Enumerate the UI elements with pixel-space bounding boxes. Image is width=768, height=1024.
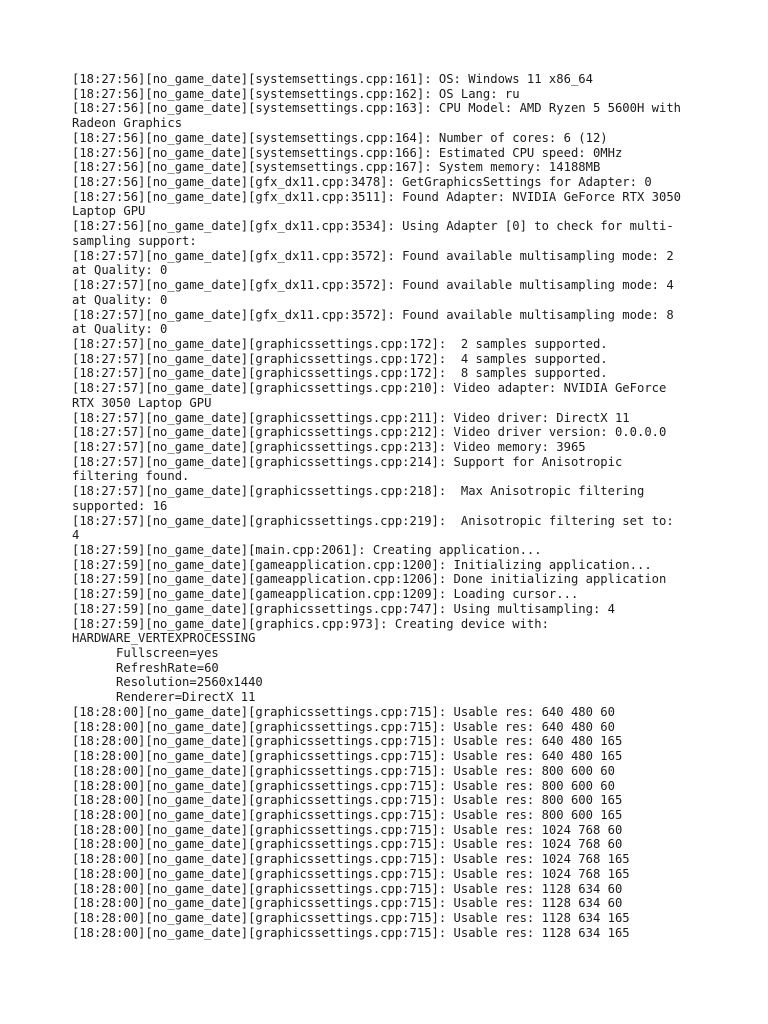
log-line: [18:28:00][no_game_date][graphicssettings.cpp:715]: Usable res: 1024 768 60 (72, 837, 623, 852)
log-line: Fullscreen=yes (72, 646, 219, 661)
log-line: [18:28:00][no_game_date][graphicssettings.cpp:715]: Usable res: 640 480 165 (72, 749, 623, 764)
log-line: [18:27:59][no_game_date][gameapplication.cpp:1206]: Done initializing application (72, 572, 667, 587)
log-line: [18:27:59][no_game_date][graphicssettings.cpp:747]: Using multisampling: 4 (72, 601, 615, 616)
log-document (72, 72, 702, 940)
log-line: [18:28:00][no_game_date][graphicssettings.cpp:715]: Usable res: 1024 768 165 (72, 852, 630, 867)
log-line: [18:27:57][no_game_date][gfx_dx11.cpp:3572]: Found available multisampling mode: 2 (72, 248, 674, 263)
log-line: [18:27:59][no_game_date][graphics.cpp:973]: Creating device with: (72, 616, 549, 631)
log-line: [18:27:59][no_game_date][gameapplication.cpp:1209]: Loading cursor... (72, 587, 579, 602)
log-line: RefreshRate=60 (72, 660, 219, 675)
log-line: [18:28:00][no_game_date][graphicssettings.cpp:715]: Usable res: 1024 768 60 (72, 822, 623, 837)
log-line: Radeon Graphics (72, 116, 183, 131)
log-line: [18:27:56][no_game_date][gfx_dx11.cpp:3511]: Found Adapter: NVIDIA GeForce RTX 3050 (72, 189, 682, 204)
log-line: [18:28:00][no_game_date][graphicssettings.cpp:715]: Usable res: 1128 634 60 (72, 896, 623, 911)
log-line: [18:28:00][no_game_date][graphicssettings.cpp:715]: Usable res: 640 480 60 (72, 704, 615, 719)
log-line: [18:28:00][no_game_date][graphicssettings.cpp:715]: Usable res: 1128 634 165 (72, 925, 630, 940)
log-line: [18:28:00][no_game_date][graphicssettings.cpp:715]: Usable res: 800 600 165 (72, 793, 623, 808)
log-line: [18:27:59][no_game_date][main.cpp:2061]: Creating application... (72, 543, 542, 557)
log-line: at Quality: 0 (72, 263, 168, 278)
log-line: RTX 3050 Laptop GPU (72, 395, 212, 410)
log-line: [18:27:57][no_game_date][graphicssettings.cpp:219]: Anisotropic filtering set to: (72, 513, 674, 528)
log-line: 4 (72, 528, 80, 543)
log-line: [18:27:57][no_game_date][graphicssettings.cpp:214]: Support for Anisotropic (72, 454, 623, 469)
log-line: [18:28:00][no_game_date][graphicssettings.cpp:715]: Usable res: 1128 634 165 (72, 910, 630, 925)
log-line: [18:27:56][no_game_date][systemsettings.cpp:167]: System memory: 14188MB (72, 160, 601, 175)
log-line: sampling support: (72, 233, 197, 248)
log-line: at Quality: 0 (72, 322, 168, 337)
log-line: [18:28:00][no_game_date][graphicssettings.cpp:715]: Usable res: 1128 634 60 (72, 881, 623, 896)
log-line: [18:27:56][no_game_date][systemsettings.cpp:166]: Estimated CPU speed: 0MHz (72, 145, 623, 160)
log-line: [18:27:57][no_game_date][graphicssettings.cpp:172]: 2 samples supported. (72, 336, 608, 351)
log-line: [18:27:57][no_game_date][graphicssettings.cpp:218]: Max Anisotropic filtering (72, 484, 645, 499)
log-line: [18:28:00][no_game_date][graphicssettings.cpp:715]: Usable res: 800 600 60 (72, 778, 615, 793)
log-line: [18:28:00][no_game_date][graphicssettings.cpp:715]: Usable res: 800 600 60 (72, 763, 615, 778)
log-line: Laptop GPU (72, 204, 146, 219)
log-line: at Quality: 0 (72, 292, 168, 307)
log-line: [18:27:56][no_game_date][systemsettings.cpp:161]: OS: Windows 11 x86_64 (72, 72, 593, 86)
log-line: Resolution=2560x1440 (72, 675, 263, 690)
log-line: [18:27:56][no_game_date][systemsettings.cpp:164]: Number of cores: 6 (12) (72, 130, 608, 145)
log-line: [18:28:00][no_game_date][graphicssettings.cpp:715]: Usable res: 640 480 60 (72, 719, 615, 734)
log-line: [18:27:56][no_game_date][gfx_dx11.cpp:3478]: GetGraphicsSettings for Adapter: 0 (72, 175, 652, 190)
log-line: [18:27:57][no_game_date][gfx_dx11.cpp:3572]: Found available multisampling mode: 4 (72, 278, 674, 293)
log-line: [18:27:57][no_game_date][graphicssettings.cpp:213]: Video memory: 3965 (72, 439, 586, 454)
log-line: [18:27:57][no_game_date][graphicssettings.cpp:212]: Video driver version: 0.0.0.0 (72, 425, 667, 440)
log-line: [18:27:57][no_game_date][graphicssettings.cpp:210]: Video adapter: NVIDIA GeForce (72, 381, 667, 396)
log-line: Renderer=DirectX 11 (72, 690, 256, 705)
log-line: [18:27:57][no_game_date][graphicssettings.cpp:211]: Video driver: DirectX 11 (72, 410, 630, 425)
log-line: supported: 16 (72, 498, 168, 513)
log-line: HARDWARE_VERTEXPROCESSING (72, 631, 256, 646)
log-line: [18:28:00][no_game_date][graphicssettings.cpp:715]: Usable res: 1024 768 165 (72, 866, 630, 881)
log-line: [18:28:00][no_game_date][graphicssettings.cpp:715]: Usable res: 640 480 165 (72, 734, 623, 749)
log-line: [18:27:56][no_game_date][gfx_dx11.cpp:3534]: Using Adapter [0] to check for multi- (72, 219, 674, 234)
log-line: [18:28:00][no_game_date][graphicssettings.cpp:715]: Usable res: 800 600 165 (72, 807, 623, 822)
log-line: [18:27:57][no_game_date][gfx_dx11.cpp:3572]: Found available multisampling mode: 8 (72, 307, 674, 322)
log-line: [18:27:59][no_game_date][gameapplication.cpp:1200]: Initializing application... (72, 557, 652, 572)
log-line: [18:27:57][no_game_date][graphicssettings.cpp:172]: 4 samples supported. (72, 351, 608, 366)
log-line: filtering found. (72, 469, 190, 484)
log-line: [18:27:57][no_game_date][graphicssettings.cpp:172]: 8 samples supported. (72, 366, 608, 381)
log-line: [18:27:56][no_game_date][systemsettings.cpp:163]: CPU Model: AMD Ryzen 5 5600H with (72, 101, 682, 116)
log-line: [18:27:56][no_game_date][systemsettings.cpp:162]: OS Lang: ru (72, 86, 520, 101)
